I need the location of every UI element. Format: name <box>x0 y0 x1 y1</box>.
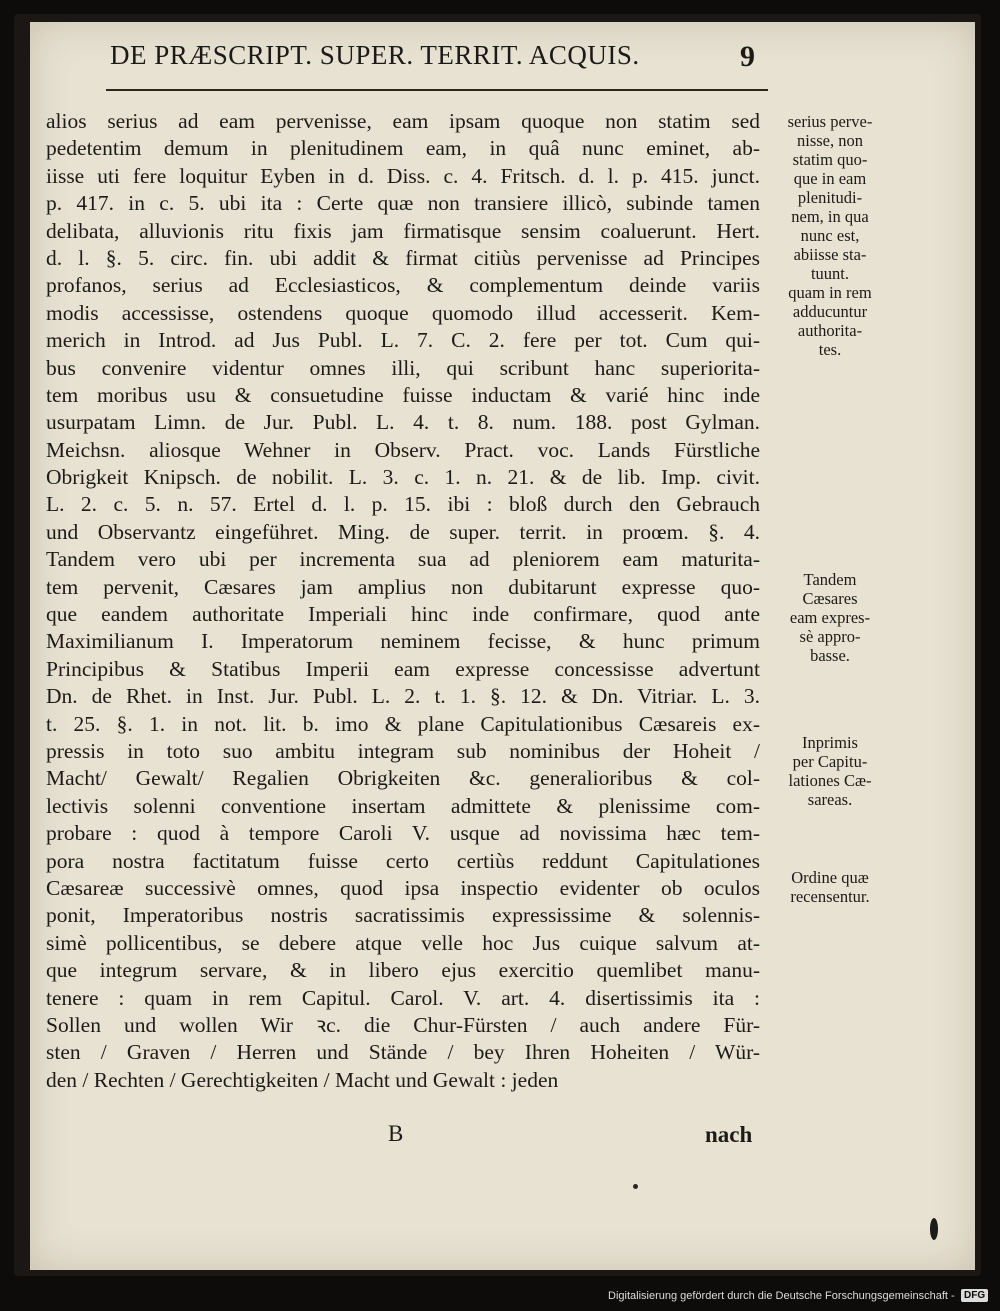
marginal-line: recensentur. <box>790 887 870 906</box>
ink-dot <box>633 1184 638 1189</box>
text-line: den / Rechten / Gerechtigkeiten / Macht und Gewalt : jeden <box>46 1067 559 1092</box>
text-line: und Observantz eingeführet. Ming. de super. territ. in proœm. §. 4. <box>46 519 760 544</box>
text-line: bus convenire videntur omnes illi, qui scribunt hanc superiorita- <box>46 355 760 380</box>
text-line: probare : quod à tempore Caroli V. usque ad novissima hæc tem- <box>46 821 760 846</box>
marginal-line: adducuntur <box>792 302 868 321</box>
text-line: ponit, Imperatoribus nostris sacratissimis expressissime & solennis- <box>46 903 760 928</box>
text-line: que integrum servare, & in libero ejus exercitio quemlibet manu- <box>46 958 760 983</box>
marginal-line: Inprimis <box>802 733 858 752</box>
marginal-line: plenitudi- <box>797 188 863 207</box>
text-line: usurpatam Limn. de Jur. Publ. L. 4. t. 8. num. 188. post Gylman. <box>46 410 760 435</box>
text-line: simè pollicentibus, se debere atque velle hoc Jus cuique salvum at- <box>46 930 760 955</box>
text-line: Principibus & Statibus Imperii eam expresse concessisse advertunt <box>46 656 760 681</box>
marginal-line: lationes Cæ- <box>788 771 872 790</box>
running-title: DE PRÆSCRIPT. SUPER. TERRIT. ACQUIS. <box>110 40 640 70</box>
dfg-logo: DFG <box>961 1289 988 1302</box>
header-rule <box>106 89 768 91</box>
text-line: profanos, serius ad Ecclesiasticos, & complementum deinde variis <box>46 273 760 298</box>
text-line: delibata, alluvionis ritu fixis jam firmatisque sensim coaluerunt. Hert. <box>46 218 760 243</box>
text-line: Maximilianum I. Imperatorum neminem fecisse, & hunc primum <box>46 629 760 654</box>
text-line: alios serius ad eam pervenisse, eam ipsam quoque non statim sed <box>46 109 760 133</box>
text-line: sten / Graven / Herren und Stände / bey Ihren Hoheiten / Wür- <box>46 1040 760 1065</box>
marginal-line: eam expres- <box>789 608 871 627</box>
marginal-note-2 <box>770 570 890 665</box>
page-number: 9 <box>740 40 755 73</box>
marginal-line: tes. <box>818 340 842 359</box>
marginal-line: nunc est, <box>800 226 860 245</box>
text-line: tem moribus usu & consuetudine fuisse inductam & varié hinc inde <box>46 382 760 407</box>
main-text-block <box>46 108 760 1094</box>
text-line: Obrigkeit Knipsch. de nobilit. L. 3. c. 1. n. 21. & de lib. Imp. civit. <box>46 465 760 490</box>
text-line: lectivis solenni conventione insertam admittete & plenissime com- <box>46 793 760 818</box>
marginal-note-3 <box>770 733 890 809</box>
text-line: Meichsn. aliosque Wehner in Observ. Pract. voc. Lands Fürstliche <box>46 437 760 462</box>
marginal-line: Tandem <box>803 570 857 589</box>
text-line: t. 25. §. 1. in not. lit. b. imo & plane Capitulationibus Cæsareis ex- <box>46 711 760 736</box>
text-line: Sollen und wollen Wir ꝛc. die Chur-Fürsten / auch andere Für- <box>46 1012 760 1037</box>
text-line: p. 417. in c. 5. ubi ita : Certe quæ non transiere illicò, subinde tamen <box>46 191 760 216</box>
text-line: iisse uti fere loquitur Eyben in d. Diss. c. 4. Fritsch. d. l. p. 415. junct. <box>46 163 760 188</box>
marginal-line: Ordine quæ <box>791 868 869 887</box>
marginal-note-1 <box>770 112 890 359</box>
text-line: tenere : quam in rem Capitul. Carol. V. art. 4. disertissimis ita : <box>46 985 760 1010</box>
marginal-line: tuunt. <box>810 264 850 283</box>
marginal-line: abiisse sta- <box>793 245 867 264</box>
text-line: Cæsareæ successivè omnes, quod ipsa inspectio evidenter ob oculos <box>46 875 760 900</box>
marginal-line: Cæsares <box>802 589 858 608</box>
marginal-line: statim quo- <box>792 150 868 169</box>
text-line: pora nostra factitatum fuisse certo certiùs reddunt Capitulationes <box>46 848 760 873</box>
text-line: pressis in toto suo ambitu integram sub nominibus der Hoheit / <box>46 738 760 763</box>
text-line: d. l. §. 5. circ. fin. ubi addit & firmat citiùs pervenisse ad Principes <box>46 245 760 270</box>
text-line: pedetentim demum in plenitudinem eam, in quâ nunc eminet, ab- <box>46 136 760 161</box>
marginal-line: sè appro- <box>799 627 861 646</box>
marginal-line: quam in rem <box>788 283 872 302</box>
marginal-line: per Capitu- <box>792 752 868 771</box>
marginal-note-4 <box>770 868 890 906</box>
text-line: Dn. de Rhet. in Inst. Jur. Publ. L. 2. t. 1. §. 12. & Dn. Vitriar. L. 3. <box>46 684 760 709</box>
digitization-credit: Digitalisierung gefördert durch die Deutsche Forschungsgemeinschaft - <box>608 1290 955 1302</box>
text-line: Tandem vero ubi per incrementa sua ad pleniorem eam maturita- <box>46 547 760 572</box>
page-edge-mark <box>930 1218 938 1240</box>
marginal-line: nisse, non <box>797 131 863 150</box>
signature-mark: B <box>388 1121 404 1146</box>
catchword: nach <box>705 1122 753 1147</box>
marginal-line: authorita- <box>797 321 863 340</box>
text-line: merich in Introd. ad Jus Publ. L. 7. C. 2. fere per tot. Cum qui- <box>46 328 760 353</box>
marginal-line: nem, in qua <box>791 207 869 226</box>
text-line: tem pervenit, Cæsares jam amplius non dubitarunt expresse quo- <box>46 574 760 599</box>
text-line: Macht/ Gewalt/ Regalien Obrigkeiten &c. generalioribus & col- <box>46 766 760 791</box>
text-line: que eandem authoritate Imperiali hinc inde confirmare, quod ante <box>46 602 760 627</box>
marginal-line: que in eam <box>793 169 867 188</box>
marginal-line: sareas. <box>807 790 853 809</box>
text-line: modis accessisse, ostendens quoque quomodo illud accesserit. Kem- <box>46 300 760 325</box>
marginal-line: basse. <box>810 646 850 665</box>
marginal-line: serius perve- <box>787 112 873 131</box>
text-line: L. 2. c. 5. n. 57. Ertel d. l. p. 15. ibi : bloß durch den Gebrauch <box>46 492 760 517</box>
